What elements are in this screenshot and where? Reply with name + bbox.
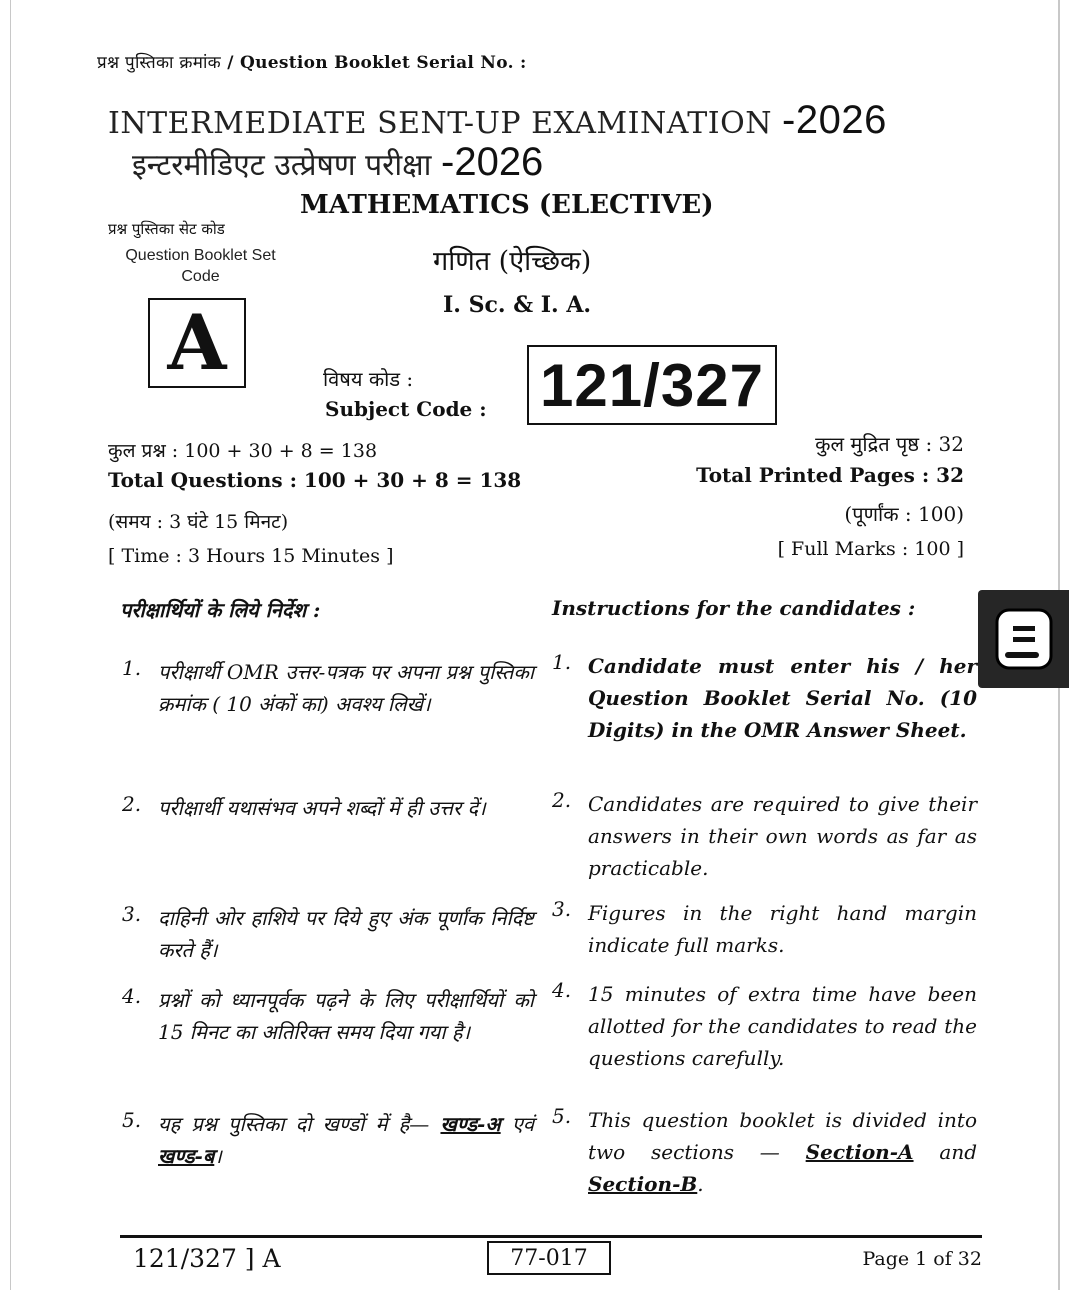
serial-label-hindi: प्रश्न पुस्तिका क्रमांक <box>97 53 222 73</box>
exam-year-en: -2026 <box>782 98 887 142</box>
total-questions-english: Total Questions : 100 + 30 + 8 = 138 <box>108 468 522 492</box>
set-code-box <box>148 298 246 388</box>
subject-code-value: 121/327 <box>540 351 764 419</box>
instruction-item-hindi-3 <box>122 902 534 966</box>
reader-mode-button[interactable] <box>978 590 1069 688</box>
item-number: 5. <box>552 1104 572 1128</box>
time-english: [ Time : 3 Hours 15 Minutes ] <box>108 545 394 567</box>
item-text: Candidates are required to give their answers in their own words as far as practicable. <box>588 792 977 880</box>
instruction-item-english-5 <box>552 1104 977 1200</box>
page-left-edge <box>10 0 11 1290</box>
footer-box-code: 77-017 <box>487 1241 611 1275</box>
exam-title-en-text: INTERMEDIATE SENT-UP EXAMINATION <box>108 106 772 141</box>
item-text: Figures in the right hand margin indicate full marks. <box>588 901 977 957</box>
footer-page-info: Page 1 of 32 <box>862 1248 982 1270</box>
footer-divider <box>120 1235 982 1238</box>
instruction-item-hindi-5 <box>122 1108 534 1172</box>
instruction-item-english-2 <box>552 788 977 884</box>
item-text: 15 minutes of extra time have been allotted for the candidates to read the questions carefully. <box>588 982 977 1070</box>
instructions-heading-english: Instructions for the candidates : <box>552 596 916 620</box>
section-b-label: खण्ड-ब <box>158 1144 215 1168</box>
serial-label-english: / Question Booklet Serial No. : <box>227 53 527 73</box>
total-pages-english: Total Printed Pages : 32 <box>696 463 964 487</box>
subject-title-english: MATHEMATICS (ELECTIVE) <box>300 190 714 220</box>
footer-code-set: 121/327 ] A <box>133 1244 281 1273</box>
item-number: 3. <box>552 897 572 921</box>
item-text-before: This question booklet is divided into two sections — <box>588 1108 977 1164</box>
set-code-label-english: Question Booklet Set Code <box>125 247 276 285</box>
item-joiner: and <box>939 1140 977 1164</box>
full-marks-english: [ Full Marks : 100 ] <box>777 538 964 560</box>
subject-code-label-english: Subject Code : <box>325 397 487 421</box>
time-hindi: (समय : 3 घंटे 15 मिनट) <box>108 511 289 533</box>
item-text-after: । <box>214 1144 222 1168</box>
item-text-before: यह प्रश्न पुस्तिका दो खण्डों में है— <box>158 1112 430 1136</box>
item-number: 2. <box>122 792 142 816</box>
item-text <box>158 1108 534 1172</box>
exam-title-hi-text: इन्टरमीडिएट उत्प्रेषण परीक्षा <box>132 148 432 183</box>
item-number: 5. <box>122 1108 142 1132</box>
instruction-item-english-4 <box>552 978 977 1074</box>
item-number: 1. <box>552 650 572 674</box>
section-a-label: खण्ड-अ <box>440 1112 501 1136</box>
exam-title-english <box>108 98 887 143</box>
subject-code-label-hindi: विषय कोड : <box>323 367 414 391</box>
exam-year-hi: -2026 <box>441 140 544 184</box>
book-icon <box>993 606 1055 672</box>
instruction-item-hindi-2 <box>122 792 534 824</box>
total-pages-hindi: कुल मुद्रित पृष्ठ : 32 <box>815 432 964 456</box>
item-text: परीक्षार्थी OMR उत्तर-पत्रक पर अपना प्रश्न पुस्तिका क्रमांक ( 10 अंकों का) अवश्य लिखें। <box>158 660 534 716</box>
instruction-item-english-1 <box>552 650 977 746</box>
stream-label: I. Sc. & I. A. <box>443 292 592 318</box>
subject-title-hindi: गणित (ऐच्छिक) <box>433 246 592 277</box>
item-joiner: एवं <box>511 1112 535 1136</box>
item-number: 2. <box>552 788 572 812</box>
instructions-heading-hindi: परीक्षार्थियों के लिये निर्देश : <box>120 598 321 622</box>
item-text: Candidate must enter his / her Question Booklet Serial No. (10 Digits) in the OMR Answer Sheet. <box>588 654 977 742</box>
item-number: 1. <box>122 656 142 680</box>
section-b-label: Section-B <box>588 1172 698 1196</box>
item-text <box>588 1104 977 1200</box>
item-text: दाहिनी ओर हाशिये पर दिये हुए अंक पूर्णांक निर्दिष्ट करते हैं। <box>158 906 534 962</box>
serial-number-label <box>97 50 527 73</box>
instruction-item-hindi-1 <box>122 656 534 720</box>
exam-title-hindi <box>132 140 543 185</box>
section-a-label: Section-A <box>805 1140 914 1164</box>
full-marks-hindi: (पूर्णांक : 100) <box>844 502 964 526</box>
total-questions-hindi: कुल प्रश्न : 100 + 30 + 8 = 138 <box>108 440 378 462</box>
item-text-after: . <box>697 1172 704 1196</box>
instruction-item-english-3 <box>552 897 977 961</box>
subject-code-box <box>527 345 777 425</box>
item-number: 3. <box>122 902 142 926</box>
item-number: 4. <box>552 978 572 1002</box>
item-text: परीक्षार्थी यथासंभव अपने शब्दों में ही उत्तर दें। <box>158 796 486 820</box>
item-text: प्रश्नों को ध्यानपूर्वक पढ़ने के लिए परीक्षार्थियों को 15 मिनट का अतिरिक्त समय दिया गया है। <box>158 988 534 1044</box>
set-code-label-hindi: प्रश्न पुस्तिका सेट कोड <box>108 220 225 238</box>
set-code-value: A <box>167 298 227 387</box>
instruction-item-hindi-4 <box>122 984 534 1048</box>
item-number: 4. <box>122 984 142 1008</box>
